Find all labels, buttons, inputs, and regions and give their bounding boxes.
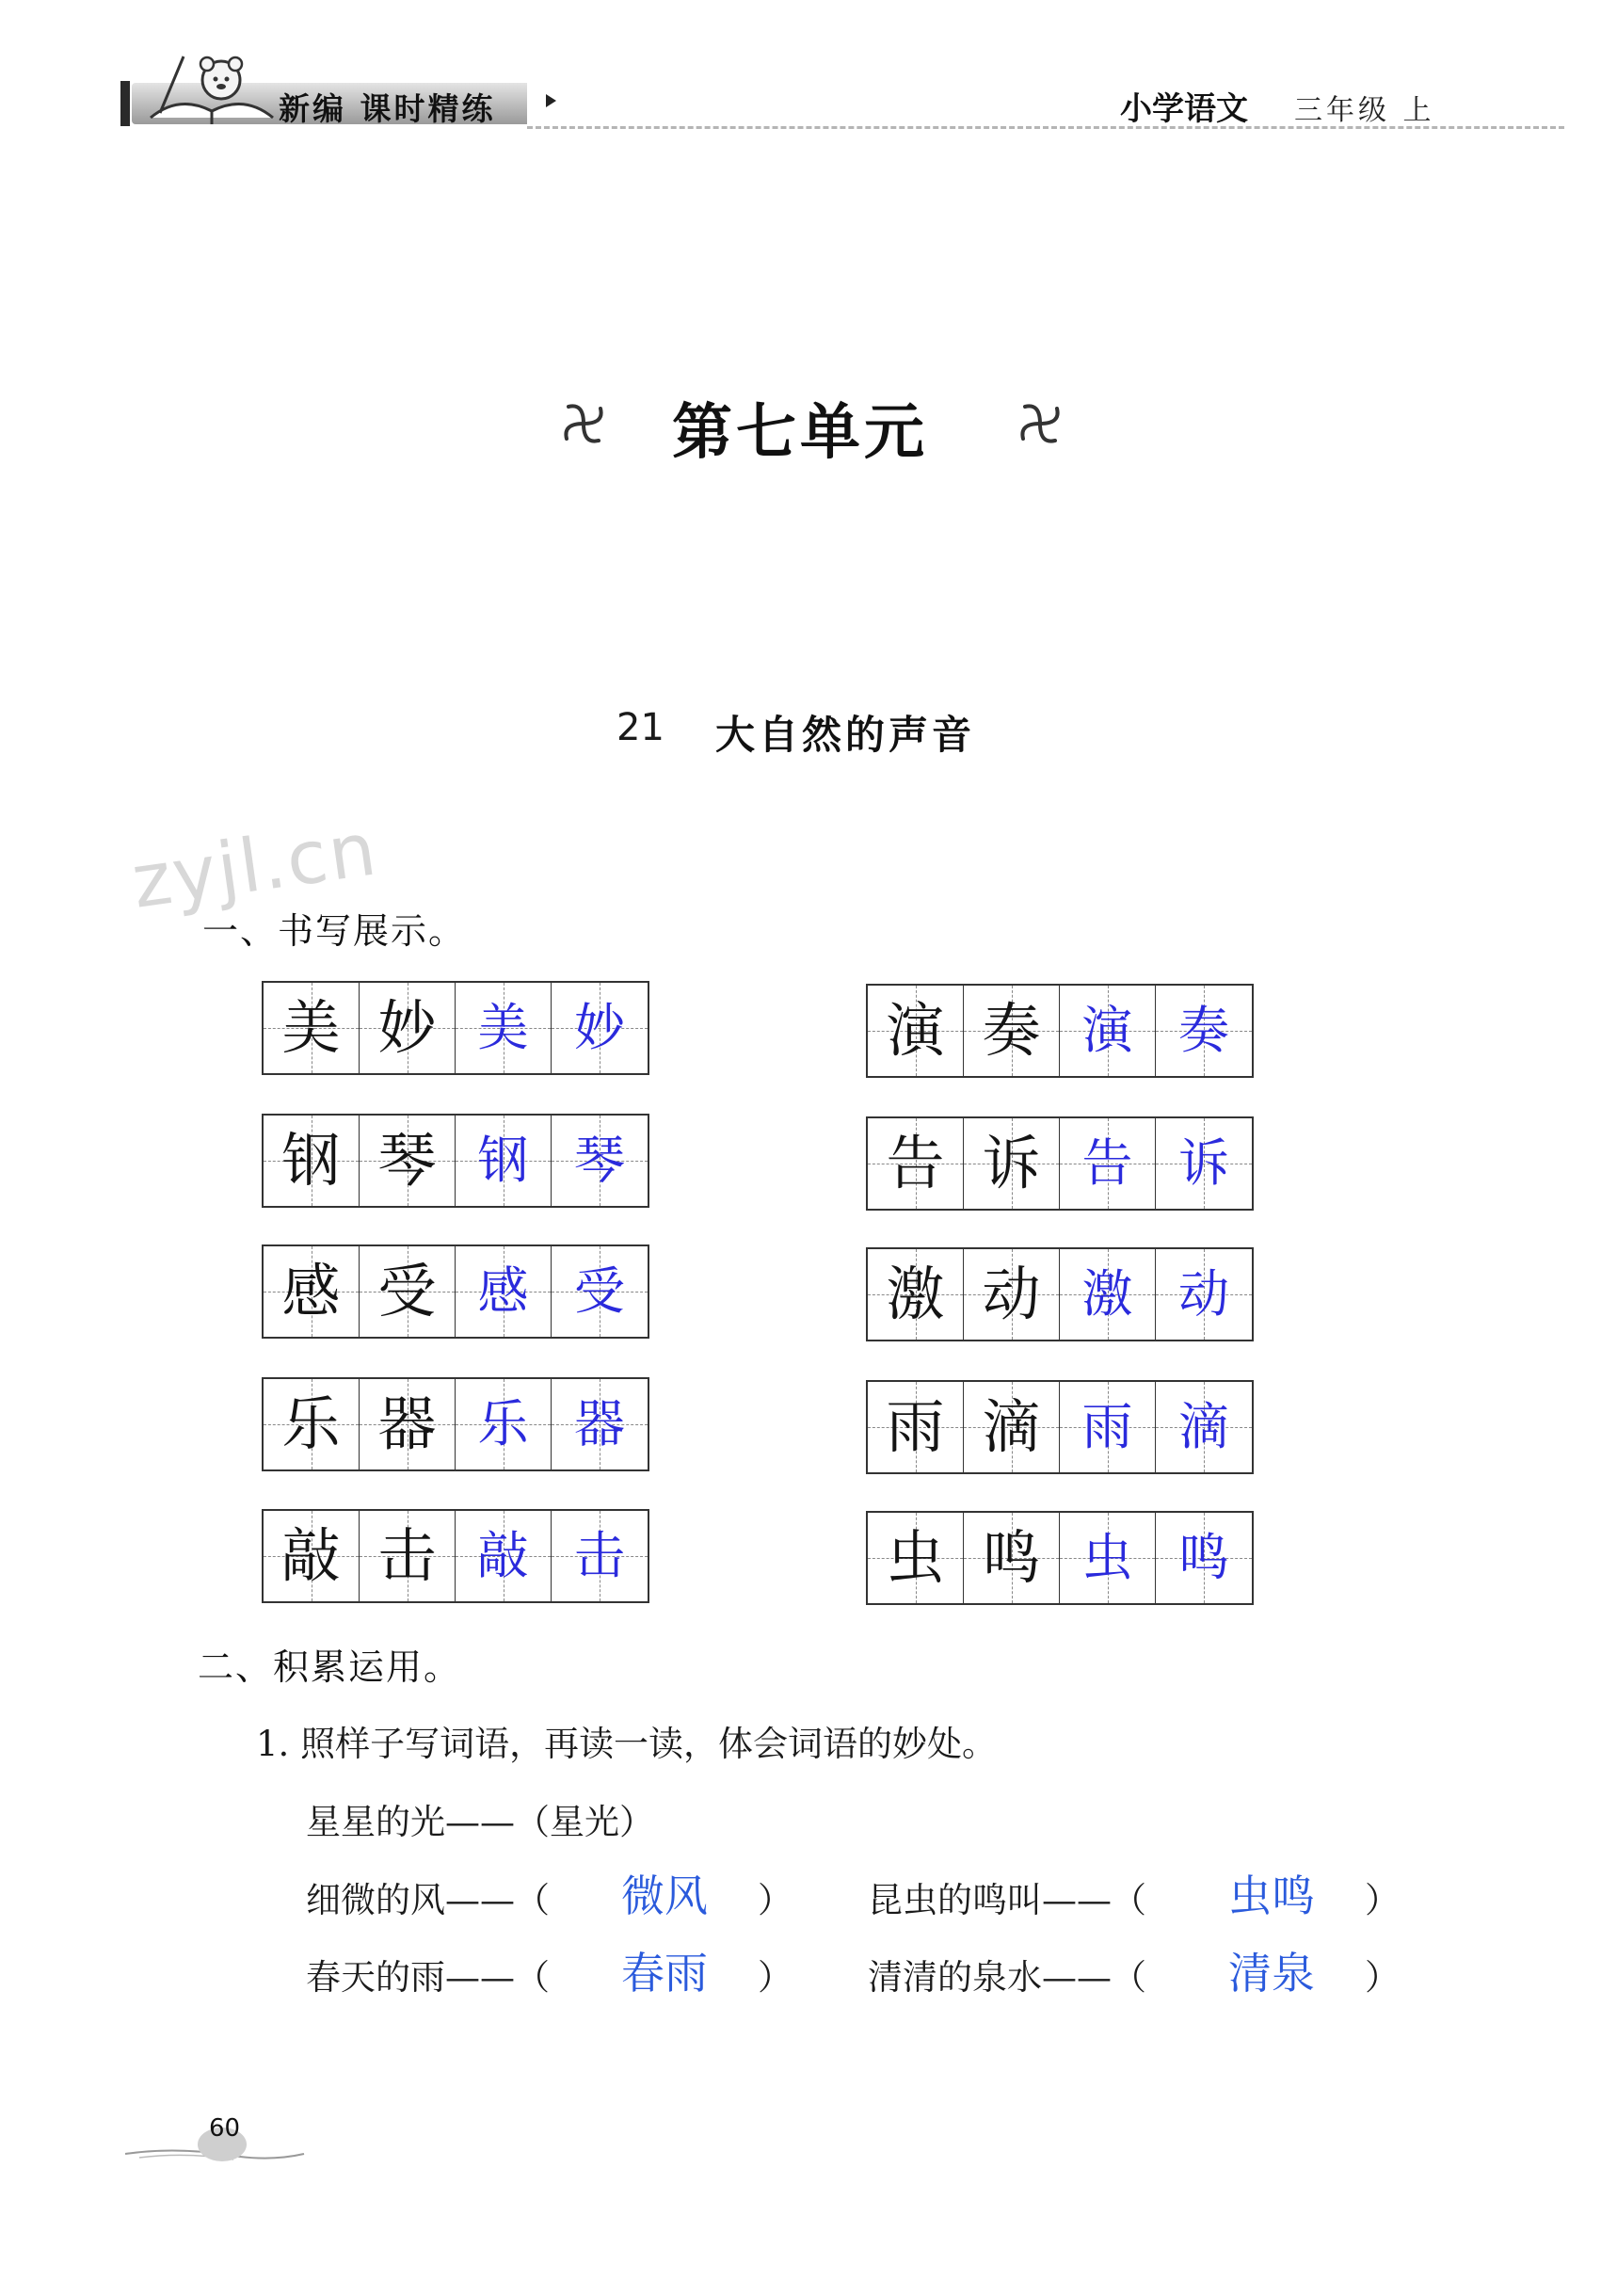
answer-text[interactable]: 微风 [621,1871,708,1921]
grid-cell: 乐 [264,1379,360,1469]
answer-cell[interactable]: 诉 [1156,1118,1252,1209]
subject-label: 小学语文 [1120,90,1248,128]
grid-cell: 感 [264,1246,360,1337]
header-arrow-icon [546,94,556,107]
word-grid [866,1116,1254,1211]
answer-cell[interactable]: 美 [456,983,552,1073]
grid-cell: 敲 [264,1511,360,1601]
watermark: zyjl.cn [127,807,383,925]
grade-label: 三年级 上 [1294,94,1435,127]
answer-cell[interactable]: 鸣 [1156,1513,1252,1603]
answer-cell[interactable]: 告 [1060,1118,1156,1209]
close-paren: ） [758,1880,792,1920]
word-grid [866,1380,1254,1474]
book-bear-icon [141,38,282,132]
word-grid [866,1511,1254,1605]
answer-cell[interactable]: 受 [552,1246,648,1337]
lesson-title: 大自然的声音 [715,712,976,758]
phrase-item: 昆虫的鸣叫——（ [868,1880,1146,1920]
answer-text[interactable]: 春雨 [621,1948,708,1999]
swirl-left-icon [555,395,612,452]
grid-cell: 滴 [964,1382,1060,1472]
answer-cell[interactable]: 钢 [456,1116,552,1206]
grid-cell: 妙 [360,983,456,1073]
grid-cell: 演 [868,986,964,1076]
swirl-right-icon [1012,395,1068,452]
answer-cell[interactable]: 器 [552,1379,648,1469]
unit-title: 第七单元 [672,397,928,468]
grid-cell: 奏 [964,986,1060,1076]
grid-cell: 器 [360,1379,456,1469]
grid-cell: 动 [964,1249,1060,1340]
section2-title: 二、积累运用。 [198,1646,462,1688]
page-number: 60 [209,2114,241,2143]
word-grid [866,984,1254,1078]
phrase-item: 清清的泉水——（ [868,1957,1146,1998]
answer-text[interactable]: 虫鸣 [1228,1871,1315,1921]
answer-cell[interactable]: 敲 [456,1511,552,1601]
answer-cell[interactable]: 演 [1060,986,1156,1076]
answer-cell[interactable]: 琴 [552,1116,648,1206]
word-grid [262,1244,649,1339]
word-grid [262,1509,649,1603]
lesson-number: 21 [616,706,664,749]
answer-cell[interactable]: 雨 [1060,1382,1156,1472]
answer-cell[interactable]: 击 [552,1511,648,1601]
answer-cell[interactable]: 虫 [1060,1513,1156,1603]
answer-cell[interactable]: 激 [1060,1249,1156,1340]
grid-cell: 受 [360,1246,456,1337]
grid-cell: 告 [868,1118,964,1209]
question-prompt: 1. 照样子写词语，再读一读，体会词语的妙处。 [256,1724,998,1764]
phrase-item: 细微的风——（ [306,1880,550,1920]
grid-cell: 钢 [264,1116,360,1206]
answer-cell[interactable]: 乐 [456,1379,552,1469]
answer-text[interactable]: 清泉 [1228,1948,1315,1999]
grid-cell: 激 [868,1249,964,1340]
phrase-item: 春天的雨——（ [306,1957,550,1998]
grid-cell: 鸣 [964,1513,1060,1603]
close-paren: ） [1365,1957,1400,1998]
section1-title: 一、书写展示。 [202,910,467,952]
grid-cell: 击 [360,1511,456,1601]
word-grid [262,1377,649,1471]
answer-cell[interactable]: 感 [456,1246,552,1337]
answer-cell[interactable]: 妙 [552,983,648,1073]
answer-cell[interactable]: 奏 [1156,986,1252,1076]
grid-cell: 诉 [964,1118,1060,1209]
close-paren: ） [758,1957,792,1998]
word-grid [262,981,649,1075]
grid-cell: 美 [264,983,360,1073]
example-line: 星星的光——（星光） [306,1802,654,1842]
close-paren: ） [1365,1880,1400,1920]
word-grid [866,1247,1254,1341]
grid-cell: 虫 [868,1513,964,1603]
word-grid [262,1114,649,1208]
header-divider [527,126,1564,129]
answer-cell[interactable]: 滴 [1156,1382,1252,1472]
grid-cell: 琴 [360,1116,456,1206]
grid-cell: 雨 [868,1382,964,1472]
header-bar [120,81,130,126]
series-name: 新编 课时精练 [279,90,496,127]
answer-cell[interactable]: 动 [1156,1249,1252,1340]
